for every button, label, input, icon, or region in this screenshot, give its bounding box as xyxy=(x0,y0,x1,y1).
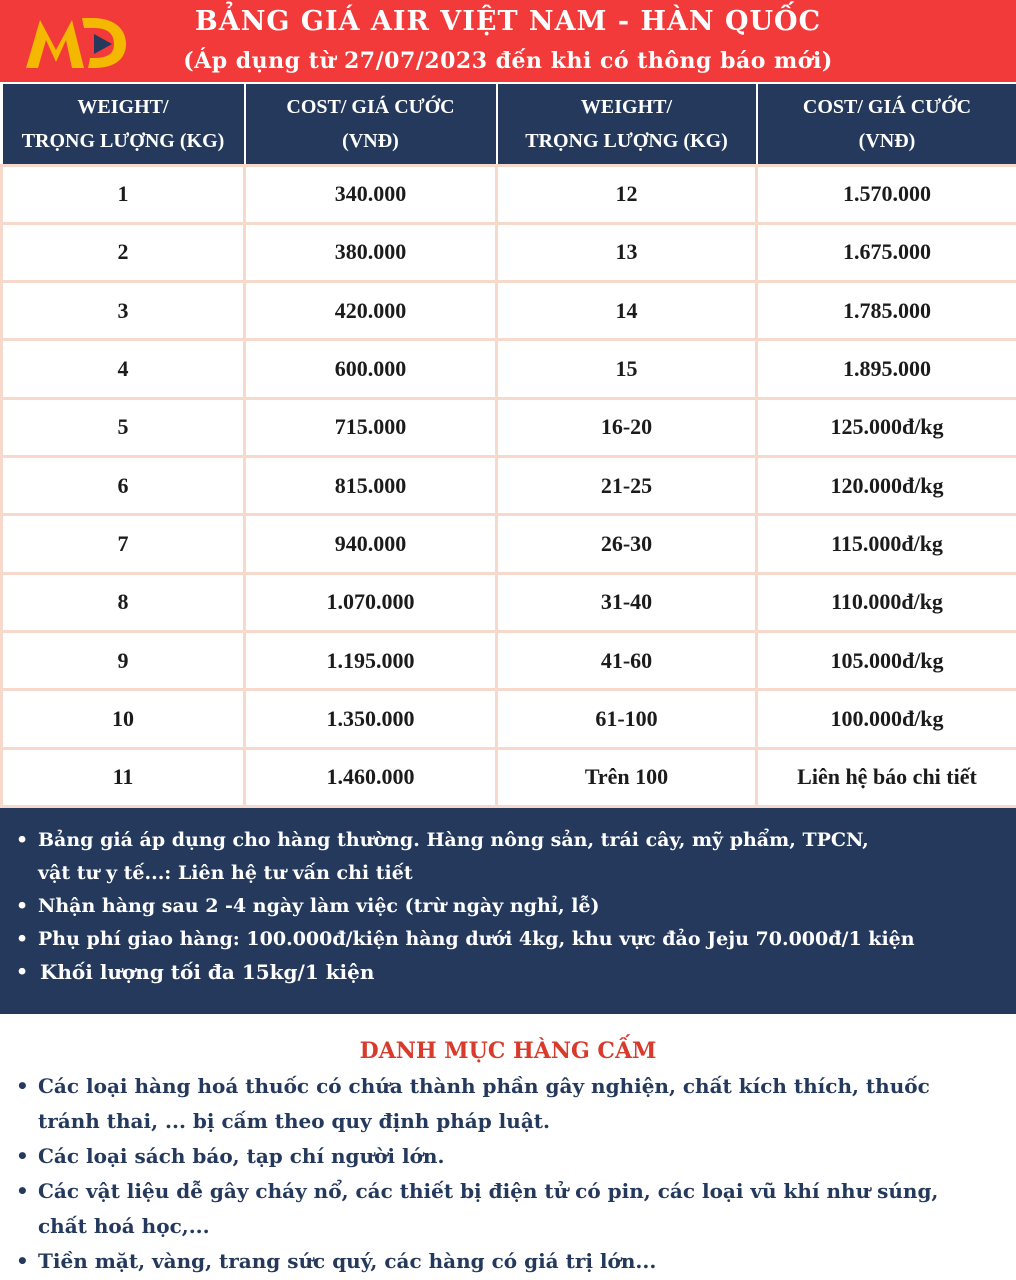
weight-cell: 12 xyxy=(497,165,757,223)
weight-cell: 13 xyxy=(497,223,757,281)
cost-cell: 1.350.000 xyxy=(245,690,497,748)
table-row xyxy=(2,223,1016,281)
note-continuation: vật tư y tế...: Liên hệ tư vấn chi tiết xyxy=(38,862,413,884)
weight-cell: 41-60 xyxy=(497,632,757,690)
table-row xyxy=(2,632,1016,690)
weight-cell: 7 xyxy=(2,515,245,573)
weight-cell: 6 xyxy=(2,457,245,515)
weight-cell: 5 xyxy=(2,398,245,456)
weight-cell: 8 xyxy=(2,573,245,631)
banned-item: • Các vật liệu dễ gây cháy nổ, các thiết bị điện tử có pin, các loại vũ khí như súng, chất hoá học,... xyxy=(14,1174,1004,1244)
banned-item: • Các loại hàng hoá thuốc có chứa thành phần gây nghiện, chất kích thích, thuốc tránh thai, ... bị cấm theo quy định pháp luật. xyxy=(14,1069,1004,1139)
cost-cell: 1.570.000 xyxy=(757,165,1016,223)
note-item: • Nhận hàng sau 2 -4 ngày làm việc (trừ ngày nghỉ, lễ) xyxy=(14,890,1016,923)
cost-cell: 105.000đ/kg xyxy=(757,632,1016,690)
banned-item: • Các loại sách báo, tạp chí người lớn. xyxy=(14,1139,1004,1174)
header-weight-left: WEIGHT/ TRỌNG LƯỢNG (KG) xyxy=(2,83,245,165)
table-row xyxy=(2,515,1016,573)
cost-cell: 1.195.000 xyxy=(245,632,497,690)
header-banner xyxy=(0,0,1016,82)
banned-title: DANH MỤC HÀNG CẤM xyxy=(359,1038,657,1064)
weight-cell: Trên 100 xyxy=(497,748,757,806)
weight-cell: 16-20 xyxy=(497,398,757,456)
weight-cell: 1 xyxy=(2,165,245,223)
table-row xyxy=(2,748,1016,806)
cost-cell: 600.000 xyxy=(245,340,497,398)
weight-cell: 9 xyxy=(2,632,245,690)
note-item: • Khối lượng tối đa 15kg/1 kiện xyxy=(14,956,1016,989)
cost-cell: 100.000đ/kg xyxy=(757,690,1016,748)
note-item: • Phụ phí giao hàng: 100.000đ/kiện hàng dưới 4kg, khu vực đảo Jeju 70.000đ/1 kiện xyxy=(14,923,1016,956)
header-weight-right: WEIGHT/ TRỌNG LƯỢNG (KG) xyxy=(497,83,757,165)
weight-cell: 4 xyxy=(2,340,245,398)
banned-item: • Tiền mặt, vàng, trang sức quý, các hàng có giá trị lớn... xyxy=(14,1244,1004,1279)
table-header-row xyxy=(2,83,1016,165)
weight-cell: 26-30 xyxy=(497,515,757,573)
cost-cell: Liên hệ báo chi tiết xyxy=(757,748,1016,806)
banned-item-continuation: tránh thai, ... bị cấm theo quy định pháp luật. xyxy=(38,1109,550,1133)
cost-cell: 420.000 xyxy=(245,282,497,340)
cost-cell: 1.070.000 xyxy=(245,573,497,631)
header-cost-right: COST/ GIÁ CƯỚC (VNĐ) xyxy=(757,83,1016,165)
cost-cell: 1.460.000 xyxy=(245,748,497,806)
cost-cell: 715.000 xyxy=(245,398,497,456)
cost-cell: 1.895.000 xyxy=(757,340,1016,398)
cost-cell: 120.000đ/kg xyxy=(757,457,1016,515)
banned-items-section xyxy=(0,1014,1016,1280)
table-row xyxy=(2,398,1016,456)
cost-cell: 340.000 xyxy=(245,165,497,223)
table-row xyxy=(2,690,1016,748)
weight-cell: 3 xyxy=(2,282,245,340)
cost-cell: 125.000đ/kg xyxy=(757,398,1016,456)
banned-list xyxy=(14,1069,1004,1279)
weight-cell: 10 xyxy=(2,690,245,748)
notes-list xyxy=(14,824,1016,989)
header-cost-left: COST/ GIÁ CƯỚC (VNĐ) xyxy=(245,83,497,165)
cost-cell: 940.000 xyxy=(245,515,497,573)
note-item: • Bảng giá áp dụng cho hàng thường. Hàng nông sản, trái cây, mỹ phẩm, TPCN, vật tư y tế...: Liên hệ tư vấn chi tiết xyxy=(14,824,1016,890)
page-title: BẢNG GIÁ AIR VIỆT NAM - HÀN QUỐC xyxy=(194,6,822,37)
cost-cell: 1.675.000 xyxy=(757,223,1016,281)
price-table xyxy=(0,82,1016,808)
cost-cell: 115.000đ/kg xyxy=(757,515,1016,573)
notes-section xyxy=(0,808,1016,1014)
cost-cell: 1.785.000 xyxy=(757,282,1016,340)
page-subtitle: (Áp dụng từ 27/07/2023 đến khi có thông báo mới) xyxy=(183,48,833,74)
cost-cell: 380.000 xyxy=(245,223,497,281)
weight-cell: 61-100 xyxy=(497,690,757,748)
cost-cell: 815.000 xyxy=(245,457,497,515)
cost-cell: 110.000đ/kg xyxy=(757,573,1016,631)
table-row xyxy=(2,457,1016,515)
table-row xyxy=(2,573,1016,631)
banned-item-continuation: chất hoá học,... xyxy=(38,1214,210,1238)
weight-cell: 14 xyxy=(497,282,757,340)
weight-cell: 11 xyxy=(2,748,245,806)
weight-cell: 15 xyxy=(497,340,757,398)
table-row xyxy=(2,282,1016,340)
weight-cell: 2 xyxy=(2,223,245,281)
weight-cell: 31-40 xyxy=(497,573,757,631)
weight-cell: 21-25 xyxy=(497,457,757,515)
table-row xyxy=(2,340,1016,398)
table-row xyxy=(2,165,1016,223)
